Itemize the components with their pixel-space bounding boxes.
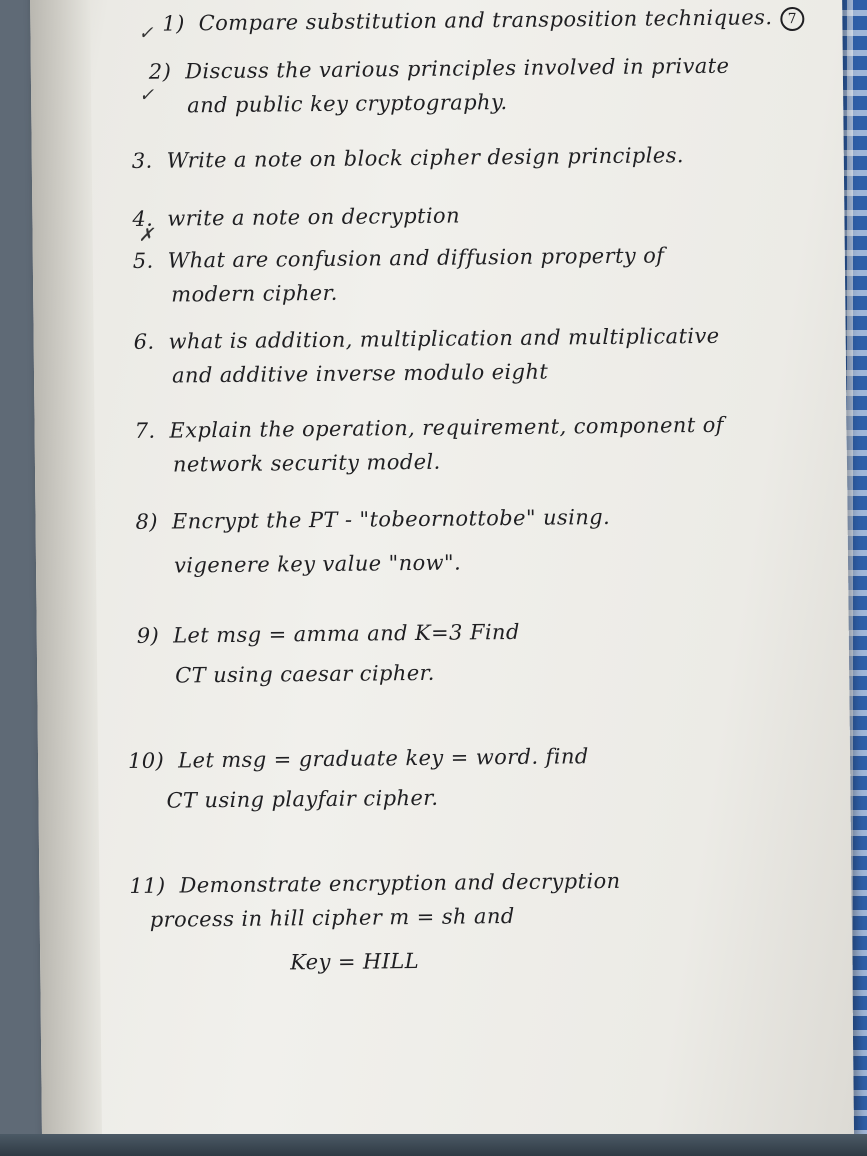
- question-number: 3.: [131, 148, 153, 173]
- question-text: and additive inverse modulo eight: [171, 359, 549, 388]
- question-3: [132, 137, 832, 178]
- question-number: 6.: [133, 329, 155, 354]
- question-text: CT using caesar cipher.: [175, 660, 435, 688]
- question-text: what is addition, multiplication and multiplicative: [168, 323, 720, 354]
- question-7: [134, 407, 835, 482]
- question-9: [137, 612, 838, 693]
- question-text: Key = HILL: [290, 948, 420, 975]
- marks-badge: 7: [780, 6, 804, 30]
- question-1: [162, 0, 862, 41]
- question-text: network security model.: [172, 449, 441, 477]
- table-edge: [0, 1134, 867, 1156]
- question-number: 11): [129, 873, 166, 899]
- question-8: [135, 498, 836, 583]
- tick-mark: ✗: [138, 224, 154, 246]
- question-number: 9): [136, 623, 160, 648]
- question-text: Write a note on block cipher design principles.: [166, 143, 685, 173]
- question-text: Let msg = amma and K=3 Find: [173, 619, 520, 648]
- question-11: [129, 862, 830, 981]
- question-text: Compare substitution and transposition techniques.: [198, 5, 773, 36]
- question-text: Discuss the various principles involved in private: [185, 53, 730, 84]
- question-number: 10): [127, 748, 165, 774]
- question-number: 5.: [132, 248, 154, 273]
- question-text: Explain the operation, requirement, component of: [169, 412, 725, 443]
- question-text: What are confusion and diffusion property of: [167, 243, 665, 273]
- question-2: [149, 47, 850, 122]
- question-5: [133, 237, 834, 312]
- question-text: and public key cryptography.: [187, 90, 508, 118]
- question-number: 7.: [134, 418, 156, 443]
- question-text: write a note on decryption: [167, 203, 461, 231]
- question-text: Let msg = graduate key = word. find: [178, 744, 589, 773]
- page-binding-shadow: [30, 0, 102, 1150]
- tick-mark: ✓: [138, 22, 154, 44]
- tick-mark: ✓: [138, 84, 155, 106]
- notebook-page: [30, 0, 854, 1150]
- question-4: [132, 195, 832, 236]
- question-text: Encrypt the PT - "tobeornottobe" using.: [171, 504, 611, 534]
- question-number: 4.: [132, 206, 154, 231]
- question-10: [128, 737, 829, 818]
- question-text: Demonstrate encryption and decryption: [179, 868, 621, 898]
- question-6: [134, 318, 835, 393]
- question-number: 1): [162, 11, 185, 36]
- question-number: 8): [135, 509, 159, 534]
- question-text: CT using playfair cipher.: [166, 785, 439, 813]
- question-text: process in hill cipher m = sh and: [149, 903, 515, 932]
- question-text: modern cipher.: [171, 280, 338, 307]
- question-number: 2): [148, 59, 172, 84]
- question-text: vigenere key value "now".: [173, 550, 462, 578]
